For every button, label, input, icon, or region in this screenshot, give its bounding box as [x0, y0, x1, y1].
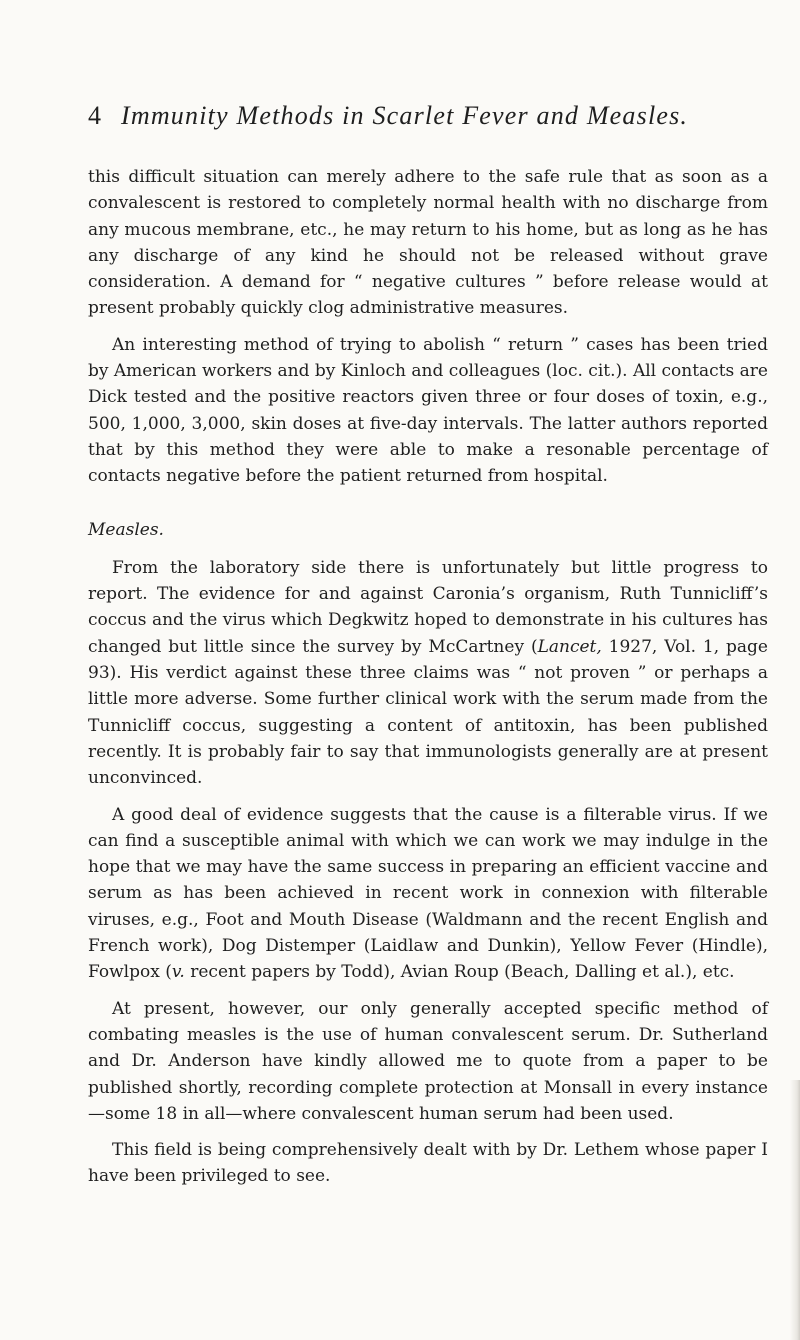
paragraph: This field is being comprehensively dealt with by Dr. Lethem whose paper I have been privileged to see.	[88, 1140, 768, 1187]
paragraph: this difficult situation can merely adhere to the safe rule that as soon as a convalescent is restored to completely normal health with no discharge from any mucous membrane, etc., he may return to his home, but as long as he has any discharge of any kind he should not be released without grave consideration. A demand for “ negative cultures ” before release would at present probably quickly clog administrative measures.	[88, 167, 768, 319]
paragraph	[88, 802, 768, 986]
paragraph-text: A good deal of evidence suggests that the cause is a filterable virus. If we can find a susceptible animal with which we can work we may indulge in the hope that we may have the same success in preparing an efficient vaccine and serum as has been achieved in recent work in connexion with filterable viruses, e.g., Foot and Mouth Disease (Waldmann and the recent English and French work), Dog Distemper (Laidlaw and Dunkin), Yellow Fever (Hindle), Fowlpox (	[88, 804, 768, 983]
paragraph-text: 1927, Vol. 1, page 93). His verdict against these three claims was “ not proven ” or perhaps a little more adverse. Some further clinical work with the serum made from the Tunnicliff coccus, suggesting a content of antitoxin, has been published recently. It is probably fair to say that immunologists generally are at present unconvinced.	[88, 636, 768, 789]
journal-title: Lancet,	[537, 636, 602, 657]
paragraph-text: From the laboratory side there is unfortunately but little progress to report. The evidence for and against Caronia’s organism, Ruth Tunnicliff’s coccus and the virus which Degkwitz hoped to demonstrate in his cultures has changed but little since the survey by McCartney (	[88, 557, 768, 657]
paragraph: An interesting method of trying to abolish “ return ” cases has been tried by American workers and by Kinloch and colleagues (loc. cit.). All contacts are Dick tested and the positive reactors given three or four doses of toxin, e.g., 500, 1,000, 3,000, skin doses at five-day intervals. The latter authors reported that by this method they were able to make a resonable percentage of contacts negative before the patient returned from hospital.	[88, 334, 768, 487]
paragraph	[88, 555, 768, 792]
page-header	[88, 101, 728, 141]
page-edge-shadow	[790, 1080, 800, 1340]
vide-abbreviation: v.	[171, 962, 185, 983]
section-heading: Measles.	[88, 519, 164, 540]
paragraph: At present, however, our only generally accepted specific method of combating measles is the use of human convalescent serum. Dr. Sutherland and Dr. Anderson have kindly allowed me to quote from a paper to be published shortly, recording complete protection at Monsall in every instance —some 18 in all—where convalescent human serum had been used.	[88, 998, 768, 1124]
page-body	[88, 164, 768, 1200]
paragraph-text: recent papers by Todd), Avian Roup (Beach, Dalling et al.), etc.	[184, 962, 735, 983]
running-title: Immunity Methods in Scarlet Fever and Measles.	[121, 101, 689, 130]
page-number: 4	[88, 101, 102, 130]
